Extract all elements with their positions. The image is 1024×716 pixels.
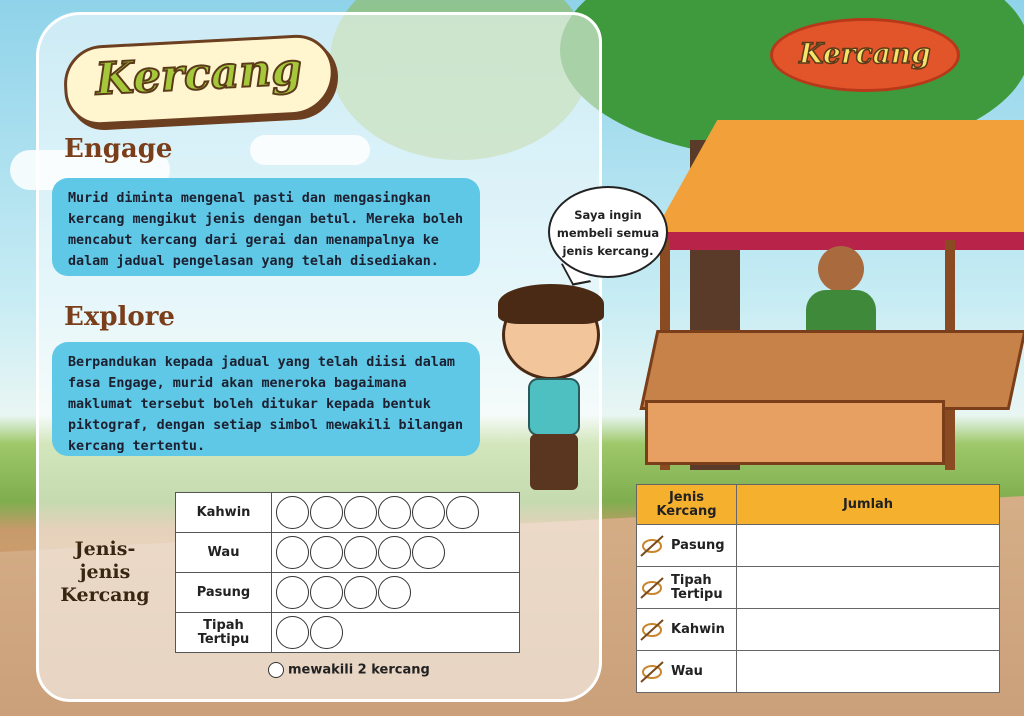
count-table-total-cell[interactable] (737, 651, 1000, 693)
pictograph-circle-icon (310, 536, 343, 569)
column-header-type: Jenis Kercang (637, 485, 737, 525)
explore-heading: Explore (64, 302, 175, 332)
pictograph-symbols (272, 533, 520, 573)
pictograph-circle-icon (378, 576, 411, 609)
count-table-row (637, 525, 1000, 567)
count-table-row (637, 651, 1000, 693)
pictograph-row-label: Tipah Tertipu (176, 613, 272, 653)
pasung-kercang-icon (637, 532, 667, 560)
count-table-type-label: Wau (671, 663, 703, 679)
count-table-type-cell (637, 651, 737, 693)
pictograph-circle-icon (276, 576, 309, 609)
pictograph-row (176, 613, 520, 653)
pictograph-row (176, 533, 520, 573)
stall-counter-tray (639, 330, 1024, 410)
count-table-total-cell[interactable] (737, 525, 1000, 567)
count-table-total-cell[interactable] (737, 609, 1000, 651)
count-table (636, 484, 1000, 693)
pictograph-circle-icon (276, 536, 309, 569)
seller-body (806, 290, 876, 330)
count-table-type-label: Pasung (671, 537, 725, 553)
pictograph-circle-icon (378, 536, 411, 569)
legend-circle-icon (268, 662, 284, 678)
title-plate (62, 33, 336, 127)
count-table-total-cell[interactable] (737, 567, 1000, 609)
pictograph-circle-icon (344, 496, 377, 529)
pictograph-row-label: Kahwin (176, 493, 272, 533)
child-shirt (528, 378, 580, 436)
pictograph-circle-icon (276, 616, 309, 649)
pictograph-legend (268, 662, 430, 678)
count-table-row (637, 567, 1000, 609)
pictograph-symbols (272, 613, 520, 653)
child-hair (498, 284, 604, 324)
pictograph-row (176, 493, 520, 533)
pictograph-table (175, 492, 520, 653)
pictograph-circle-icon (412, 536, 445, 569)
count-table-type-cell (637, 567, 737, 609)
count-table-row (637, 609, 1000, 651)
pictograph-row-label: Pasung (176, 573, 272, 613)
speech-bubble: Saya ingin membeli semua jenis kercang. (548, 186, 668, 278)
engage-text: Murid diminta mengenal pasti dan mengasingkan kercang mengikut jenis dengan betul. Mereka boleh mencabut kercang dari gerai dan menampalnya ke dalam jadual pengelasan yang telah disediakan. (52, 178, 480, 276)
wau-kercang-icon (637, 658, 667, 686)
child-trousers (530, 434, 578, 490)
legend-text: mewakili 2 kercang (288, 662, 430, 678)
pictograph-circle-icon (344, 576, 377, 609)
pictograph-circle-icon (412, 496, 445, 529)
pictograph-symbols (272, 493, 520, 533)
pictograph-circle-icon (344, 536, 377, 569)
pictograph-circle-icon (378, 496, 411, 529)
stall-counter-front (645, 400, 945, 465)
kahwin-kercang-icon (637, 616, 667, 644)
page-title: Kercang (94, 43, 304, 106)
pictograph-circle-icon (310, 576, 343, 609)
explore-text: Berpandukan kepada jadual yang telah diisi dalam fasa Engage, murid akan meneroka bagaimana maklumat tersebut boleh ditukar kepada bentuk piktograf, dengan setiap simbol mewakili bilangan kercang tertentu. (52, 342, 480, 456)
count-table-type-label: Kahwin (671, 621, 725, 637)
count-table-type-cell (637, 525, 737, 567)
pictograph-symbols (272, 573, 520, 613)
shop-sign (770, 18, 960, 92)
pictograph-row (176, 573, 520, 613)
pictograph-circle-icon (276, 496, 309, 529)
pictograph-circle-icon (310, 496, 343, 529)
count-table-type-label: Tipah Tertipu (671, 572, 723, 602)
pictograph-circle-icon (310, 616, 343, 649)
pictograph-row-label: Wau (176, 533, 272, 573)
shop-sign-text: Kercang (799, 37, 931, 70)
engage-heading: Engage (64, 134, 173, 164)
pictograph-circle-icon (446, 496, 479, 529)
pictograph-side-label: Jenis-jenis Kercang (60, 538, 150, 606)
count-table-type-cell (637, 609, 737, 651)
tipah-tertipu-kercang-icon (637, 574, 667, 602)
seller-face (818, 246, 864, 292)
column-header-total: Jumlah (737, 485, 1000, 525)
